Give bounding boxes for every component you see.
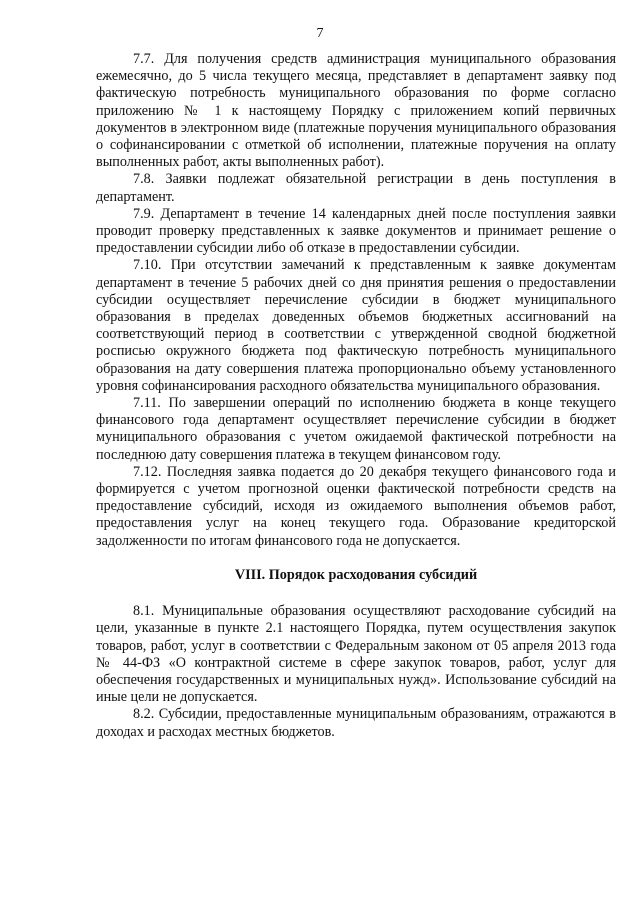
- paragraph-7-9: 7.9. Департамент в течение 14 календарных дней после поступления заявки проводит проверку представленных к заявке документов и принимает решение о предоставлении субсидии либо об отказе в предоставлении субсидии.: [96, 205, 616, 257]
- paragraph-8-1: 8.1. Муниципальные образования осуществляют расходование субсидий на цели, указанные в пункте 2.1 настоящего Порядка, путем осуществления закупок товаров, работ, услуг в соответствии с Федеральным законом от 05 апреля 2013 года № 44-ФЗ «О контрактной системе в сфере закупок товаров, работ, услуг для обеспечения государственных и муниципальных нужд». Использование субсидий на иные цели не допускается.: [96, 603, 616, 706]
- paragraph-7-10: 7.10. При отсутствии замечаний к представленным к заявке документам департамент в течение 5 рабочих дней со дня принятия решения о предоставлении субсидии осуществляет перечисление субсидии в бюджет муниципального образования в пределах доведенных объемов бюджетных ассигнований на соответствующий период в соответствии с утвержденной сводной бюджетной росписью окружного бюджета под фактическую потребность муниципального образования на дату совершения платежа пропорционально объему установленного уровня софинансирования расходного обязательства муниципального образования.: [96, 257, 616, 394]
- paragraph-7-7: 7.7. Для получения средств администрация муниципального образования ежемесячно, до 5 числа текущего месяца, представляет в департамент заявку под фактическую потребность муниципального образования по форме согласно приложению № 1 к настоящему Порядку с приложением копий первичных документов в электронном виде (платежные поручения муниципального образования о софинансировании с отметкой об исполнении, платежные поручения на оплату выполненных работ, акты выполненных работ).: [96, 51, 616, 171]
- paragraph-8-2: 8.2. Субсидии, предоставленные муниципальным образованиям, отражаются в доходах и расходах местных бюджетов.: [96, 706, 616, 740]
- document-body: [96, 51, 616, 741]
- section-heading: VIII. Порядок расходования субсидий: [234, 566, 478, 583]
- paragraph-7-12: 7.12. Последняя заявка подается до 20 декабря текущего финансового года и формируется с учетом прогнозной оценки фактической потребности средств на предоставление субсидий, исходя из ожидаемого выполнения объемов работ, предоставления услуг на конец текущего года. Образование кредиторской задолженности по итогам финансового года не допускается.: [96, 463, 616, 549]
- paragraph-7-8: 7.8. Заявки подлежат обязательной регистрации в день поступления в департамент.: [96, 171, 616, 205]
- page-number: 7: [316, 26, 324, 41]
- paragraph-7-11: 7.11. По завершении операций по исполнению бюджета в конце текущего финансового года департамент осуществляет перечисление субсидии в бюджет муниципального образования с учетом ожидаемой фактической потребности на последнюю дату совершения платежа в текущем финансовом году.: [96, 395, 616, 463]
